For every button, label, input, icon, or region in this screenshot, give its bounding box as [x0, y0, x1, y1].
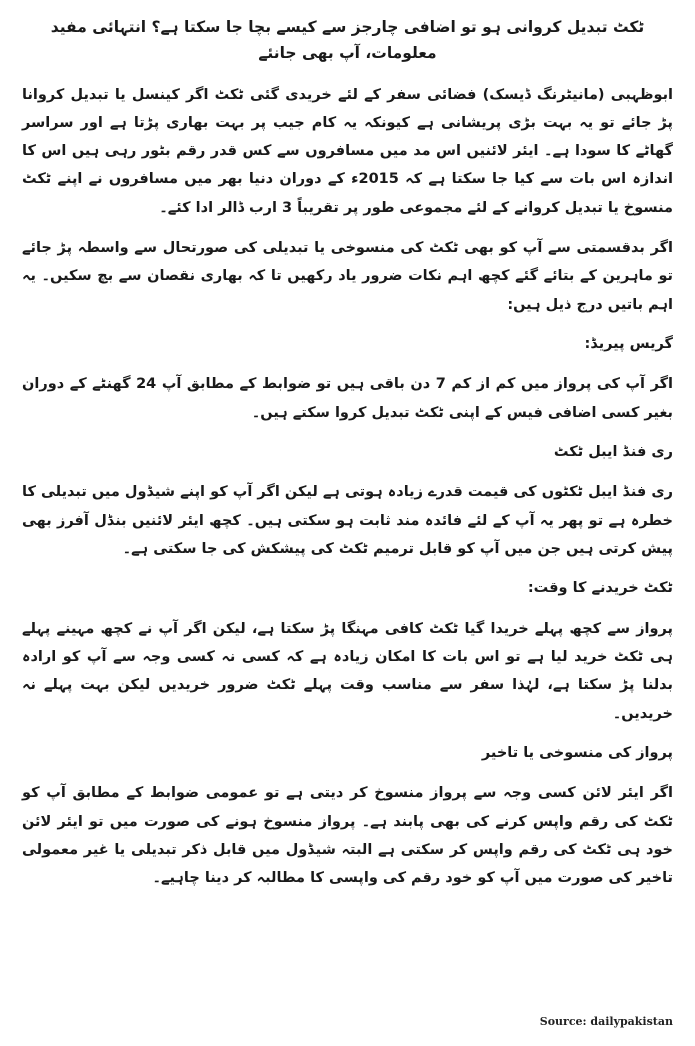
intro-paragraph-1: ابوظہبی (مانیٹرنگ ڈیسک) فضائی سفر کے لئے خریدی گئی ٹکٹ اگر کینسل یا تبدیل کروانا پڑ جائے تو یہ بہت بڑی پریشانی ہے کیونکہ یہ کام جیب پر بہت بھاری پڑتا ہے اور سراسر گھاٹے کا سودا ہے۔ ایئر لائنیں اس مد میں مسافروں سے کس قدر رقم بٹور رہی ہیں اس کا اندازہ اس بات سے کیا جا سکتا ہے کہ 2015ء کے دوران دنیا بھر میں مسافروں نے اپنے ٹکٹ منسوخ یا تبدیل کروانے کے لئے مجموعی طور پر تقریباً 3 ارب ڈالر ادا کئے۔: [22, 86, 673, 216]
section-heading-purchase-time: ٹکٹ خریدنے کا وقت:: [527, 580, 673, 597]
section-body-purchase-time: پرواز سے کچھ پہلے خریدا گیا ٹکٹ کافی مہنگا پڑ سکتا ہے، لیکن اگر آپ نے کچھ مہینے پہلے ہی ٹکٹ خرید لیا ہے تو اس بات کا امکان زیادہ ہے کہ کسی نہ کسی وجہ سے آپ کو ارادہ بدلنا پڑ سکتا ہے، لہٰذا سفر سے مناسب وقت پہلے ٹکٹ ضرور خریدیں لیکن بہت پہلے نہ خریدیں۔: [22, 620, 673, 722]
section-heading-refundable-ticket: ری فنڈ ایبل ٹکٹ: [553, 443, 673, 460]
section-body-cancellation: اگر ایئر لائن کسی وجہ سے پرواز منسوخ کر دیتی ہے تو عمومی ضوابط کے مطابق آپ کو ٹکٹ کی رقم واپس کرنے کی بھی پابند ہے۔ پرواز منسوخ ہونے کی صورت میں تو ایئر لائن خود ہی ٹکٹ کی رقم واپس کر سکتی ہے البتہ شیڈول میں قابل ذکر تبدیلی یا غیر معمولی تاخیر کی صورت میں آپ کو خود رقم کی واپسی کا مطالبہ کر دینا چاہیے۔: [22, 785, 673, 887]
article: [22, 14, 673, 904]
section-body-refundable-ticket: ری فنڈ ایبل ٹکٹوں کی قیمت قدرے زیادہ ہوتی ہے لیکن اگر آپ کو اپنے شیڈول میں تبدیلی کا خطرہ ہے تو پھر یہ آپ کے لئے فائدہ مند ثابت ہو سکتی ہیں۔ کچھ ایئر لائنیں بنڈل آفرز بھی پیش کرتی ہیں جن میں آپ کو قابل ترمیم ٹکٹ کی پیشکش کی جا سکتی ہے۔: [22, 484, 673, 557]
section-body-grace-period: اگر آپ کی پرواز میں کم از کم 7 دن باقی ہیں تو ضوابط کے مطابق آپ 24 گھنٹے کے دوران بغیر کسی اضافی فیس کے اپنی ٹکٹ تبدیل کروا سکتے ہیں۔: [22, 376, 673, 421]
article-title: ٹکٹ تبدیل کروانی ہو تو اضافی چارجز سے کیسے بچا جا سکتا ہے؟ انتہائی مفید معلومات، آپ بھی جانئے: [50, 18, 645, 63]
source-credit: Source: dailypakistan: [539, 1015, 673, 1028]
section-heading-grace-period: گریس پیریڈ:: [584, 335, 673, 352]
intro-paragraph-2: اگر بدقسمتی سے آپ کو بھی ٹکٹ کی منسوخی یا تبدیلی کی صورتحال سے واسطہ پڑ جائے تو ماہرین کے بتائے گئے کچھ اہم نکات ضرور یاد رکھیں تا کہ بھاری نقصان سے بچ سکیں۔ یہ اہم باتیں درج ذیل ہیں:: [22, 240, 673, 313]
section-heading-cancellation: پرواز کی منسوخی یا تاخیر: [481, 744, 673, 761]
